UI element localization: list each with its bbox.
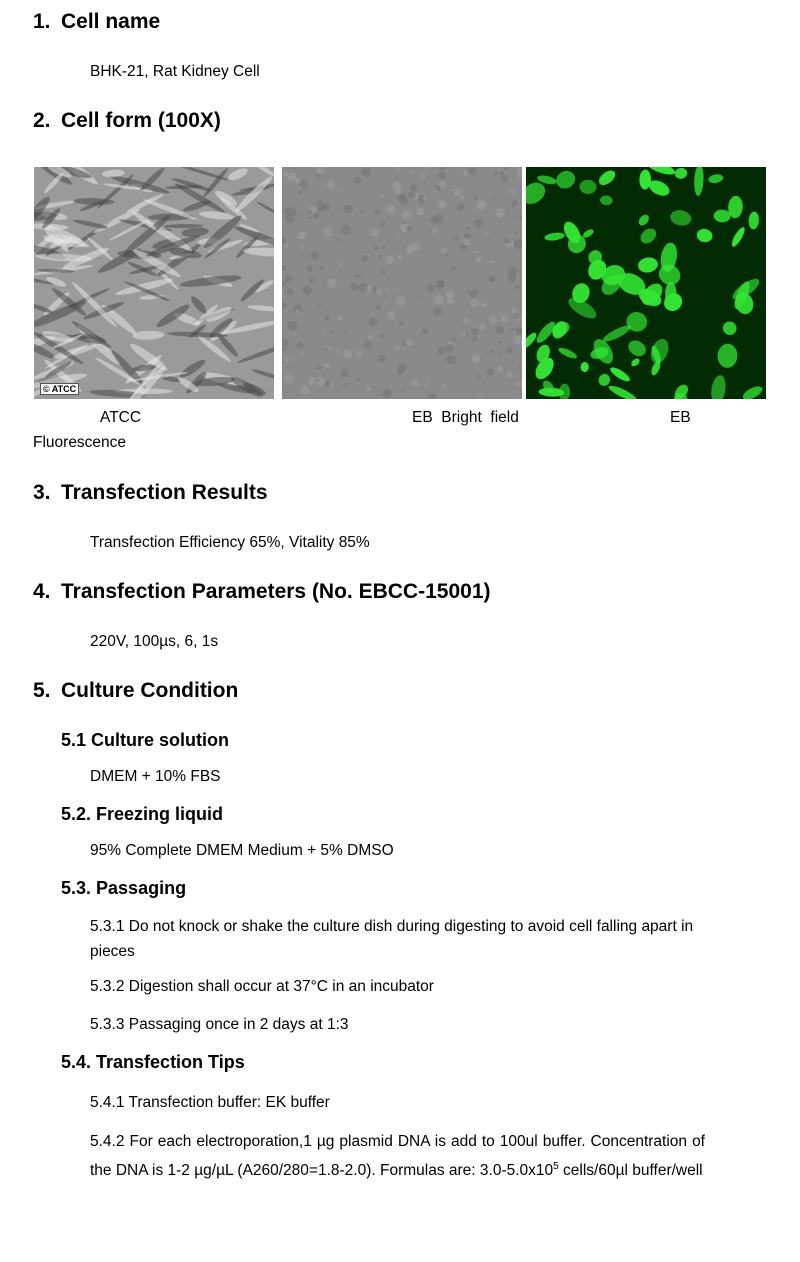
caption-fluorescence: Fluorescence xyxy=(33,434,127,451)
caption-eb-bright-field: EB Bright field xyxy=(412,409,519,426)
section-1-heading xyxy=(33,10,160,34)
atcc-copyright-stamp: © ATCC xyxy=(40,383,79,395)
section-number: 5. xyxy=(33,679,51,702)
transfection-results-text: Transfection Efficiency 65%, Vitality 85% xyxy=(90,534,370,551)
section-title: Cell form (100X) xyxy=(61,109,221,132)
section-number: 2. xyxy=(33,109,51,132)
transfection-parameters-text: 220V, 100µs, 6, 1s xyxy=(90,633,219,650)
section-title: Transfection Results xyxy=(61,481,268,504)
transfection-tip-1: 5.4.1 Transfection buffer: EK buffer xyxy=(90,1094,330,1111)
culture-solution-text: DMEM + 10% FBS xyxy=(90,768,221,785)
section-title: Culture Condition xyxy=(61,679,239,702)
subsection-5-2-heading: 5.2. Freezing liquid xyxy=(61,804,224,824)
section-number: 1. xyxy=(33,10,51,33)
atcc-cell-image xyxy=(34,167,274,399)
section-4-heading xyxy=(33,580,491,604)
eb-fluorescence-image xyxy=(526,167,766,399)
cell-name-text: BHK-21, Rat Kidney Cell xyxy=(90,63,260,80)
tip-2-exponent: 5 xyxy=(553,1161,559,1172)
section-2-heading xyxy=(33,109,221,133)
tip-2-text-end: cells/60µl buffer/well xyxy=(558,1162,703,1180)
eb-bright-field-image xyxy=(282,167,522,399)
tip-2-text: 5.4.2 For each electroporation,1 µg plasmid DNA is add to 100ul buffer. Concentration of the DNA is 1-2 µg/µL (A260/280=1.8-2.0). Formulas are: 3.0-5.0x10 xyxy=(90,1133,705,1180)
passaging-note-3: 5.3.3 Passaging once in 2 days at 1:3 xyxy=(90,1016,349,1033)
subsection-5-4-heading: 5.4. Transfection Tips xyxy=(61,1052,245,1072)
transfection-tip-2 xyxy=(90,1129,705,1183)
passaging-note-2: 5.3.2 Digestion shall occur at 37°C in an incubator xyxy=(90,978,434,995)
subsection-5-1-heading: 5.1 Culture solution xyxy=(61,730,230,750)
section-title: Transfection Parameters (No. EBCC-15001) xyxy=(61,580,491,603)
section-number: 3. xyxy=(33,481,51,504)
caption-atcc: ATCC xyxy=(100,409,142,426)
section-title: Cell name xyxy=(61,10,161,33)
freezing-liquid-text: 95% Complete DMEM Medium + 5% DMSO xyxy=(90,842,394,859)
section-number: 4. xyxy=(33,580,51,603)
section-3-heading xyxy=(33,481,268,505)
passaging-note-1: 5.3.1 Do not knock or shake the culture dish during digesting to avoid cell falling apart in pieces xyxy=(90,918,694,960)
caption-eb: EB xyxy=(670,409,691,426)
subsection-5-3-heading: 5.3. Passaging xyxy=(61,878,187,898)
section-5-heading xyxy=(33,679,238,703)
